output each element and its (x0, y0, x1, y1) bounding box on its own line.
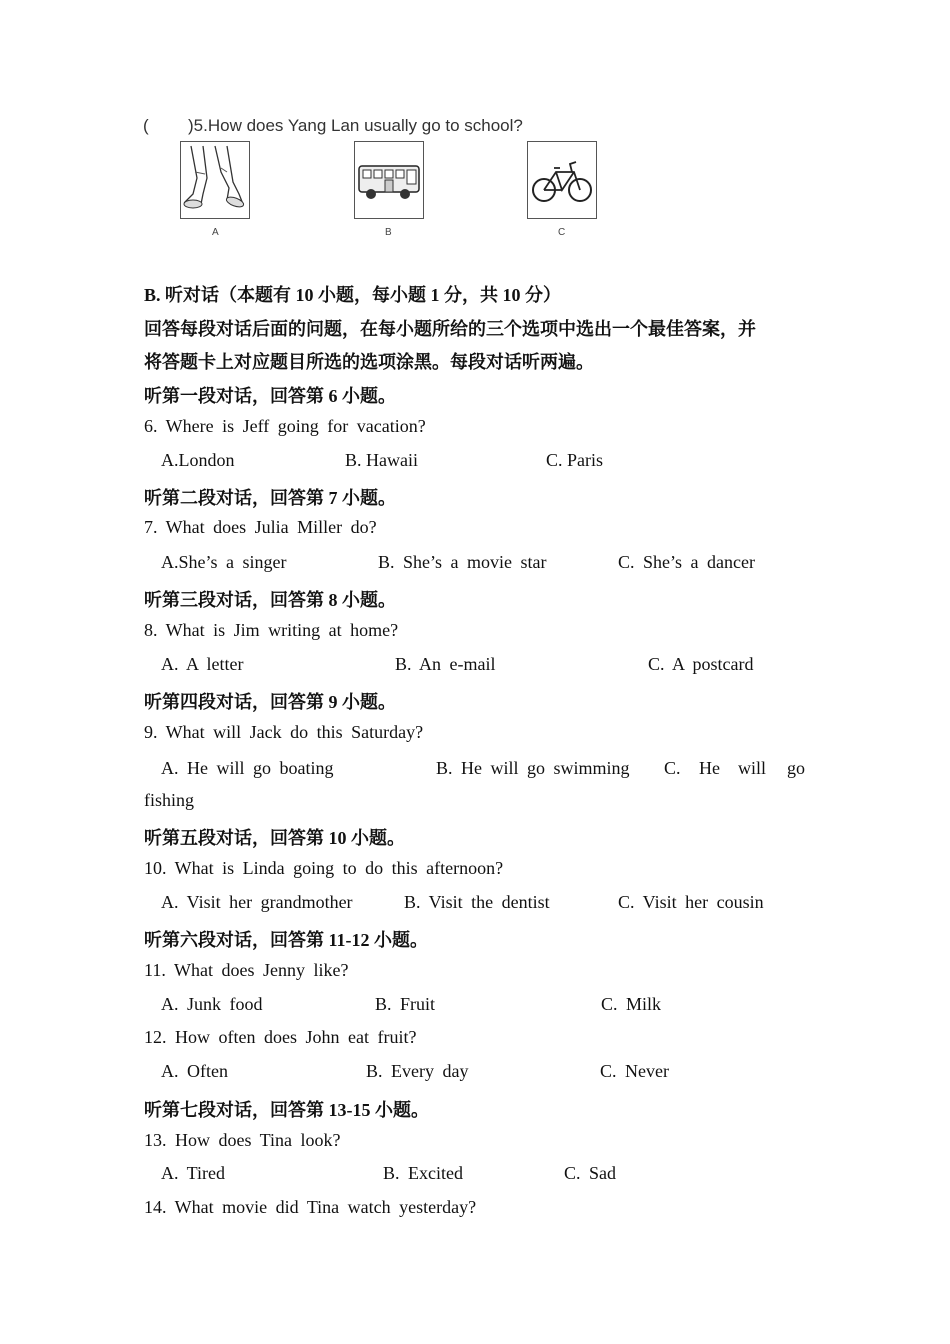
q9-option-b: B. He will go swimming (436, 758, 630, 778)
q13-question: 13. How does Tina look? (144, 1130, 341, 1150)
dialogue-7-heading: 听第七段对话，回答第 13-15 小题。 (144, 1100, 429, 1120)
q11-option-b: B. Fruit (375, 994, 436, 1014)
q12-option-a: A. Often (161, 1061, 228, 1081)
q6-option-c: C. Paris (546, 450, 604, 470)
dialogue-4-heading: 听第四段对话，回答第 9 小题。 (144, 692, 396, 712)
q9-option-a: A. He will go boating (161, 758, 334, 778)
q9-option-c-word-4: fishing (144, 790, 195, 810)
q10-option-c: C. Visit her cousin (618, 892, 764, 912)
option-a-caption: A (212, 227, 219, 238)
option-b-caption: B (385, 227, 392, 238)
dialogue-6-heading: 听第六段对话，回答第 11-12 小题。 (144, 930, 428, 950)
q9-option-c-word-2: will (738, 758, 767, 778)
q13-option-c: C. Sad (564, 1163, 617, 1183)
q7-option-b: B. She’s a movie star (378, 552, 547, 572)
q11-question: 11. What does Jenny like? (144, 960, 349, 980)
q13-option-b: B. Excited (383, 1163, 463, 1183)
option-c-caption: C (558, 227, 566, 238)
section-b-instruction-2: 将答题卡上对应题目所选的选项涂黑。每段对话听两遍。 (144, 352, 594, 372)
dialogue-3-heading: 听第三段对话，回答第 8 小题。 (144, 590, 396, 610)
q14-question: 14. What movie did Tina watch yesterday? (144, 1197, 477, 1217)
q8-question: 8. What is Jim writing at home? (144, 620, 399, 640)
q12-question: 12. How often does John eat fruit? (144, 1027, 417, 1047)
q5-bracket: ( (143, 116, 149, 135)
section-b-heading: B. 听对话（本题有 10 小题，每小题 1 分，共 10 分） (144, 285, 562, 305)
q8-option-b: B. An e-mail (395, 654, 496, 674)
dialogue-5-heading: 听第五段对话，回答第 10 小题。 (144, 828, 405, 848)
q9-option-c-letter: C. (664, 758, 681, 778)
q5-question: )5.How does Yang Lan usually go to school? (188, 116, 523, 135)
q10-question: 10. What is Linda going to do this afternoon? (144, 858, 504, 878)
q10-option-a: A. Visit her grandmother (161, 892, 353, 912)
q9-option-c-word-1: He (699, 758, 720, 778)
q11-option-a: A. Junk food (161, 994, 263, 1014)
q6-option-a: A.London (161, 450, 235, 470)
walking-feet-icon (180, 141, 250, 219)
bicycle-icon (527, 141, 597, 219)
q9-option-c-word-3: go (787, 758, 805, 778)
q6-question: 6. Where is Jeff going for vacation? (144, 416, 426, 436)
q11-option-c: C. Milk (601, 994, 662, 1014)
q7-question: 7. What does Julia Miller do? (144, 517, 377, 537)
dialogue-2-heading: 听第二段对话，回答第 7 小题。 (144, 488, 396, 508)
q12-option-b: B. Every day (366, 1061, 469, 1081)
q6-option-b: B. Hawaii (345, 450, 418, 470)
q7-option-c: C. She’s a dancer (618, 552, 755, 572)
section-b-instruction-1: 回答每段对话后面的问题，在每小题所给的三个选项中选出一个最佳答案，并 (144, 319, 756, 339)
dialogue-1-heading: 听第一段对话，回答第 6 小题。 (144, 386, 396, 406)
q7-option-a: A.She’s a singer (161, 552, 287, 572)
q8-option-a: A. A letter (161, 654, 244, 674)
q13-option-a: A. Tired (161, 1163, 226, 1183)
q9-question: 9. What will Jack do this Saturday? (144, 722, 424, 742)
bus-icon (354, 141, 424, 219)
q12-option-c: C. Never (600, 1061, 669, 1081)
q10-option-b: B. Visit the dentist (404, 892, 550, 912)
q8-option-c: C. A postcard (648, 654, 754, 674)
